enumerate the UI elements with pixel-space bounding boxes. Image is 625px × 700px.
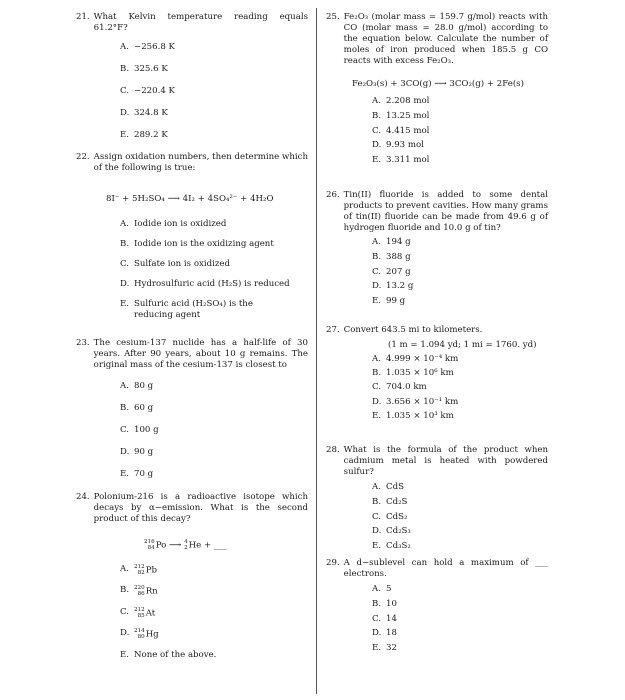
answer-option-c[interactable]: C. 4.415 mol xyxy=(372,125,430,136)
question-text: What Kelvin temperature reading equals 61.2°F? xyxy=(93,12,308,33)
answer-option-b[interactable]: B. 60 g xyxy=(120,403,154,413)
answer-option-b[interactable]: B. 388 g xyxy=(372,251,411,262)
answer-option-c[interactable]: C. 704.0 km xyxy=(372,382,427,393)
question-26 xyxy=(326,190,548,311)
question-stem xyxy=(326,325,548,336)
question-25 xyxy=(326,12,548,170)
answer-option-c[interactable]: C. CdS₂ xyxy=(372,511,408,522)
answer-option-e[interactable]: E. 1.035 × 10³ km xyxy=(372,410,454,421)
question-number: 27. xyxy=(326,325,340,335)
question-text: Polonium-216 is a radioactive isotope which decays by α−emission. What is the second product of this decay? xyxy=(93,492,308,524)
answer-option-b[interactable]: B. 10 xyxy=(372,598,397,609)
answer-options xyxy=(372,354,548,422)
question-number: 22. xyxy=(76,152,90,162)
question-28 xyxy=(326,445,548,556)
answer-options xyxy=(120,381,308,480)
decay-equation: 216 84 Po ⟶ 4 2 He + ___ xyxy=(144,539,227,551)
question-number: 26. xyxy=(326,190,340,200)
answer-option-a[interactable]: A. 194 g xyxy=(372,237,411,247)
answer-option-b[interactable]: B. Iodide ion is the oxidizing agent xyxy=(120,239,274,249)
answer-option-b[interactable]: B. 13.25 mol xyxy=(372,110,430,121)
answer-option-a[interactable]: A. 4.999 × 10⁻⁴ km xyxy=(372,354,459,364)
question-29 xyxy=(326,558,548,658)
answer-options xyxy=(372,237,548,307)
question-stem xyxy=(76,152,308,174)
question-22 xyxy=(76,152,308,330)
answer-option-b[interactable]: B. 220 86 Rn xyxy=(120,585,158,597)
question-stem xyxy=(76,338,308,371)
answer-options xyxy=(120,219,308,321)
column-divider xyxy=(316,8,317,694)
question-23 xyxy=(76,338,308,491)
answer-option-d[interactable]: D. 9.93 mol xyxy=(372,140,424,151)
answer-option-e[interactable]: E. 289.2 K xyxy=(120,130,168,140)
question-text: The cesium-137 nuclide has a half-life of 30 years. After 90 years, about 10 g remains. The original mass of the cesium-137 is closest to xyxy=(93,338,308,370)
answer-option-e[interactable]: E. 32 xyxy=(372,643,397,654)
answer-option-c[interactable]: C. 212 85 At xyxy=(120,606,156,619)
answer-option-d[interactable]: D. Hydrosulfuric acid (H₂S) is reduced xyxy=(120,279,290,289)
answer-option-a[interactable]: A. 5 xyxy=(372,584,392,594)
answer-option-b[interactable]: B. 325.6 K xyxy=(120,64,168,74)
answer-options xyxy=(120,564,308,661)
conversion-factors: (1 m = 1.094 yd; 1 mi = 1760. yd) xyxy=(388,340,537,350)
answer-options xyxy=(372,482,548,552)
answer-option-e[interactable]: E. None of the above. xyxy=(120,649,217,660)
answer-option-d[interactable]: D. 324.8 K xyxy=(120,108,168,118)
question-text: Tin(II) fluoride is added to some dental products to prevent cavities. How many grams of tin(II) fluoride can be made from 49.6 g of hydrogen fluoride and 10.0 g of tin? xyxy=(343,190,548,233)
question-27 xyxy=(326,325,548,425)
question-stem xyxy=(76,12,308,34)
answer-option-a[interactable]: A. 80 g xyxy=(120,381,154,391)
answer-option-e[interactable]: E. Sulfuric acid (H₂SO₄) is the reducing agent xyxy=(120,299,253,320)
answer-option-e[interactable]: E. Cd₃S₂ xyxy=(372,541,411,552)
answer-option-a[interactable]: A. CdS xyxy=(372,482,404,492)
question-stem xyxy=(326,12,548,67)
question-number: 21. xyxy=(76,12,90,22)
question-text: A d−sublevel can hold a maximum of ___ electrons. xyxy=(343,558,548,579)
question-text: Convert 643.5 mi to kilometers. xyxy=(343,325,483,335)
answer-option-c[interactable]: C. 14 xyxy=(372,613,397,624)
question-number: 25. xyxy=(326,12,340,22)
answer-option-b[interactable]: B. 1.035 × 10⁶ km xyxy=(372,368,454,379)
answer-option-a[interactable]: A. Iodide ion is oxidized xyxy=(120,219,227,229)
answer-option-d[interactable]: D. 18 xyxy=(372,628,397,639)
question-stem xyxy=(326,190,548,234)
question-text: What is the formula of the product when cadmium metal is heated with powdered sulfur? xyxy=(343,445,548,477)
answer-option-e[interactable]: E. 70 g xyxy=(120,469,154,479)
question-text: Fe₂O₃ (molar mass = 159.7 g/mol) reacts with CO (molar mass = 28.0 g/mol) according to the equation below. Calculate the number of moles of iron produced when 185.5 g CO reacts with excess Fe₂O₃. xyxy=(343,12,548,66)
question-24 xyxy=(76,492,308,670)
answer-option-e[interactable]: E. 3.311 mol xyxy=(372,155,430,166)
question-number: 24. xyxy=(76,492,90,502)
question-text: Assign oxidation numbers, then determine which of the following is true: xyxy=(93,152,308,173)
answer-option-a[interactable]: A. −256.8 K xyxy=(120,42,175,52)
answer-option-d[interactable]: D. 90 g xyxy=(120,447,154,457)
question-number: 29. xyxy=(326,558,340,568)
answer-option-c[interactable]: C. −220.4 K xyxy=(120,86,175,96)
reaction-equation: 8I⁻ + 5H₂SO₄ ⟶ 4I₂ + 4SO₄²⁻ + 4H₂O xyxy=(106,194,274,204)
question-stem xyxy=(76,492,308,525)
answer-option-d[interactable]: D. 13.2 g xyxy=(372,281,414,292)
question-number: 28. xyxy=(326,445,340,455)
answer-option-d[interactable]: D. Cd₂S₃ xyxy=(372,526,411,537)
answer-option-a[interactable]: A. 212 82 Pb xyxy=(120,563,157,576)
question-number: 23. xyxy=(76,338,90,348)
answer-option-c[interactable]: C. Sulfate ion is oxidized xyxy=(120,259,230,269)
answer-option-e[interactable]: E. 99 g xyxy=(372,296,406,307)
answer-option-c[interactable]: C. 207 g xyxy=(372,266,411,277)
answer-option-d[interactable]: D. 3.656 × 10⁻¹ km xyxy=(372,396,459,407)
answer-options xyxy=(120,42,308,141)
question-stem xyxy=(326,558,548,580)
answer-options xyxy=(372,96,548,166)
reaction-equation: Fe₂O₃(s) + 3CO(g) ⟶ 3CO₂(g) + 2Fe(s) xyxy=(352,79,524,89)
answer-option-b[interactable]: B. Cd₂S xyxy=(372,496,408,507)
question-stem xyxy=(326,445,548,478)
question-21 xyxy=(76,12,308,152)
answer-option-c[interactable]: C. 100 g xyxy=(120,425,159,435)
answer-options xyxy=(372,584,548,654)
answer-option-a[interactable]: A. 2.208 mol xyxy=(372,96,430,106)
answer-option-d[interactable]: D. 214 80 Hg xyxy=(120,628,159,640)
